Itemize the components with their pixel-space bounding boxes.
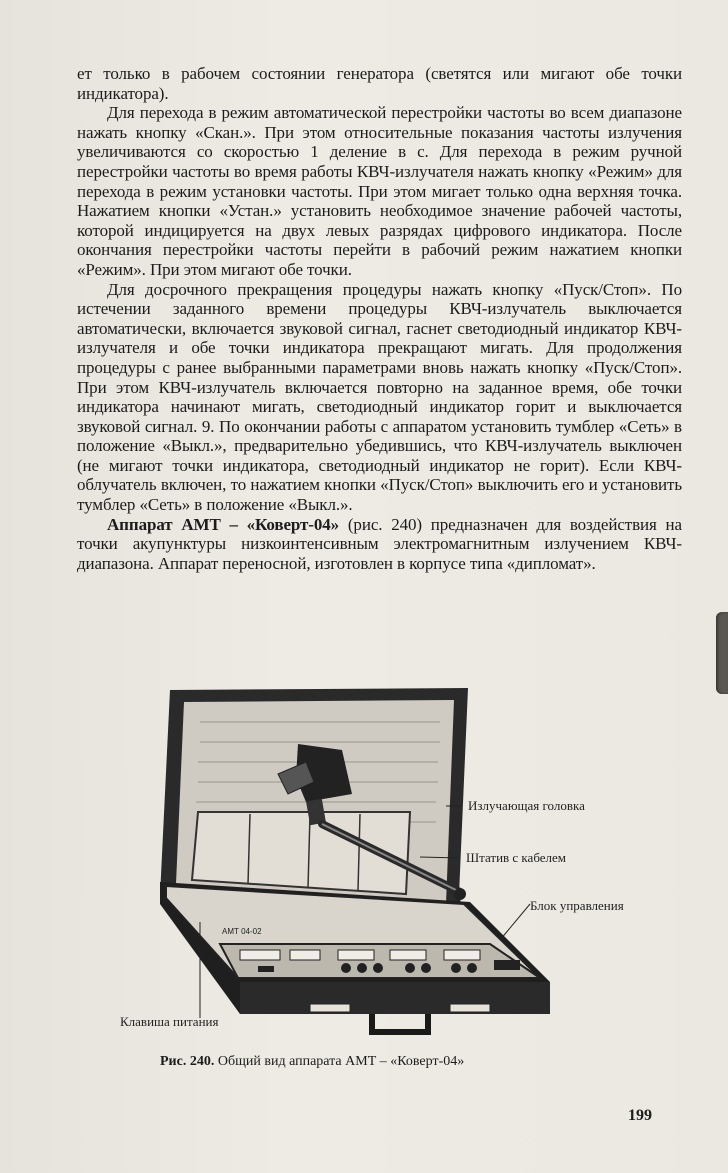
paragraph-2: Для перехода в режим автоматической перестройки частоты во всем диапазоне нажать кнопку «Скан.». При этом относительные показания частоты излучения увеличиваются со скоростью 1 деление в с. Для перехода в режим ручной перестройки частоты во время работы КВЧ-излучателя нажать кнопку «Режим» для перехода в режим установки частоты. При этом мигает только одна верхняя точка. Нажатием кнопки «Устан.» установить необходимое значение рабочей частоты, которой индицируется на двух левых разрядах цифрового индикатора. После окончания перестройки частоты перейти в рабочий режим нажатием кнопки «Режим». При этом мигают обе точки. (77, 103, 682, 279)
label-control-unit: Блок управления (530, 898, 624, 913)
page-tab-marker (716, 612, 728, 694)
paragraph-3: Для досрочного прекращения процедуры нажать кнопку «Пуск/Стоп». По истечении заданного времени процедуры КВЧ-излучатель выключается автоматически, включается звуковой сигнал, гаснет светодиодный индикатор КВЧ-излучателя и обе точки индикатора прекращают мигать. Для продолжения процедуры с ранее выбранными параметрами вновь нажать кнопку «Пуск/Стоп». При этом КВЧ-излучатель включается повторно на заданное время, обе точки индикатора начинают мигать, светодиодный индикатор горит и выключается звуковой сигнал. 9. По окончании работы с аппаратом установить тумблер «Сеть» в положение «Выкл.», предварительно убедившись, что КВЧ-излучатель выключен (не мигают точки индикатора, светодиодный индикатор не горит). Если КВЧ-облучатель включен, то нажатием кнопки «Пуск/Стоп» выключить его и установить тумблер «Сеть» в положение «Выкл.». (77, 279, 682, 515)
page-number: 199 (628, 1107, 652, 1124)
case-handle (372, 1014, 428, 1032)
caption-number: Рис. 240. (160, 1054, 215, 1069)
figure-caption (160, 1054, 464, 1070)
latch-left (310, 1004, 350, 1012)
latch-right (450, 1004, 490, 1012)
label-emitting-head: Излучающая головка (468, 798, 585, 813)
device-illustration (110, 682, 670, 1042)
panel-model-text: АМТ 04-02 (222, 927, 262, 936)
paragraph-1: ет только в рабочем состоянии генератора (светятся или мигают обе точки индикатора). (77, 64, 682, 103)
control-panel (220, 944, 540, 978)
caption-text: Общий вид аппарата АМТ – «Коверт-04» (214, 1054, 465, 1069)
label-power-key: Клавиша питания (120, 1014, 219, 1029)
device-figure (110, 682, 670, 1042)
body-text (77, 64, 682, 573)
paragraph-4 (77, 515, 682, 574)
label-stand-cable: Штатив с кабелем (466, 850, 567, 865)
paragraph-4-text: (рис. 240) предназначен для воздействия на точки акупунктуры низкоинтенсивным электромагнитным излучением КВЧ-диапазона. Аппарат переносной, изготовлен в корпусе типа «дипломат». (77, 514, 683, 573)
device-name: Аппарат АМТ – «Коверт-04» (107, 514, 340, 534)
